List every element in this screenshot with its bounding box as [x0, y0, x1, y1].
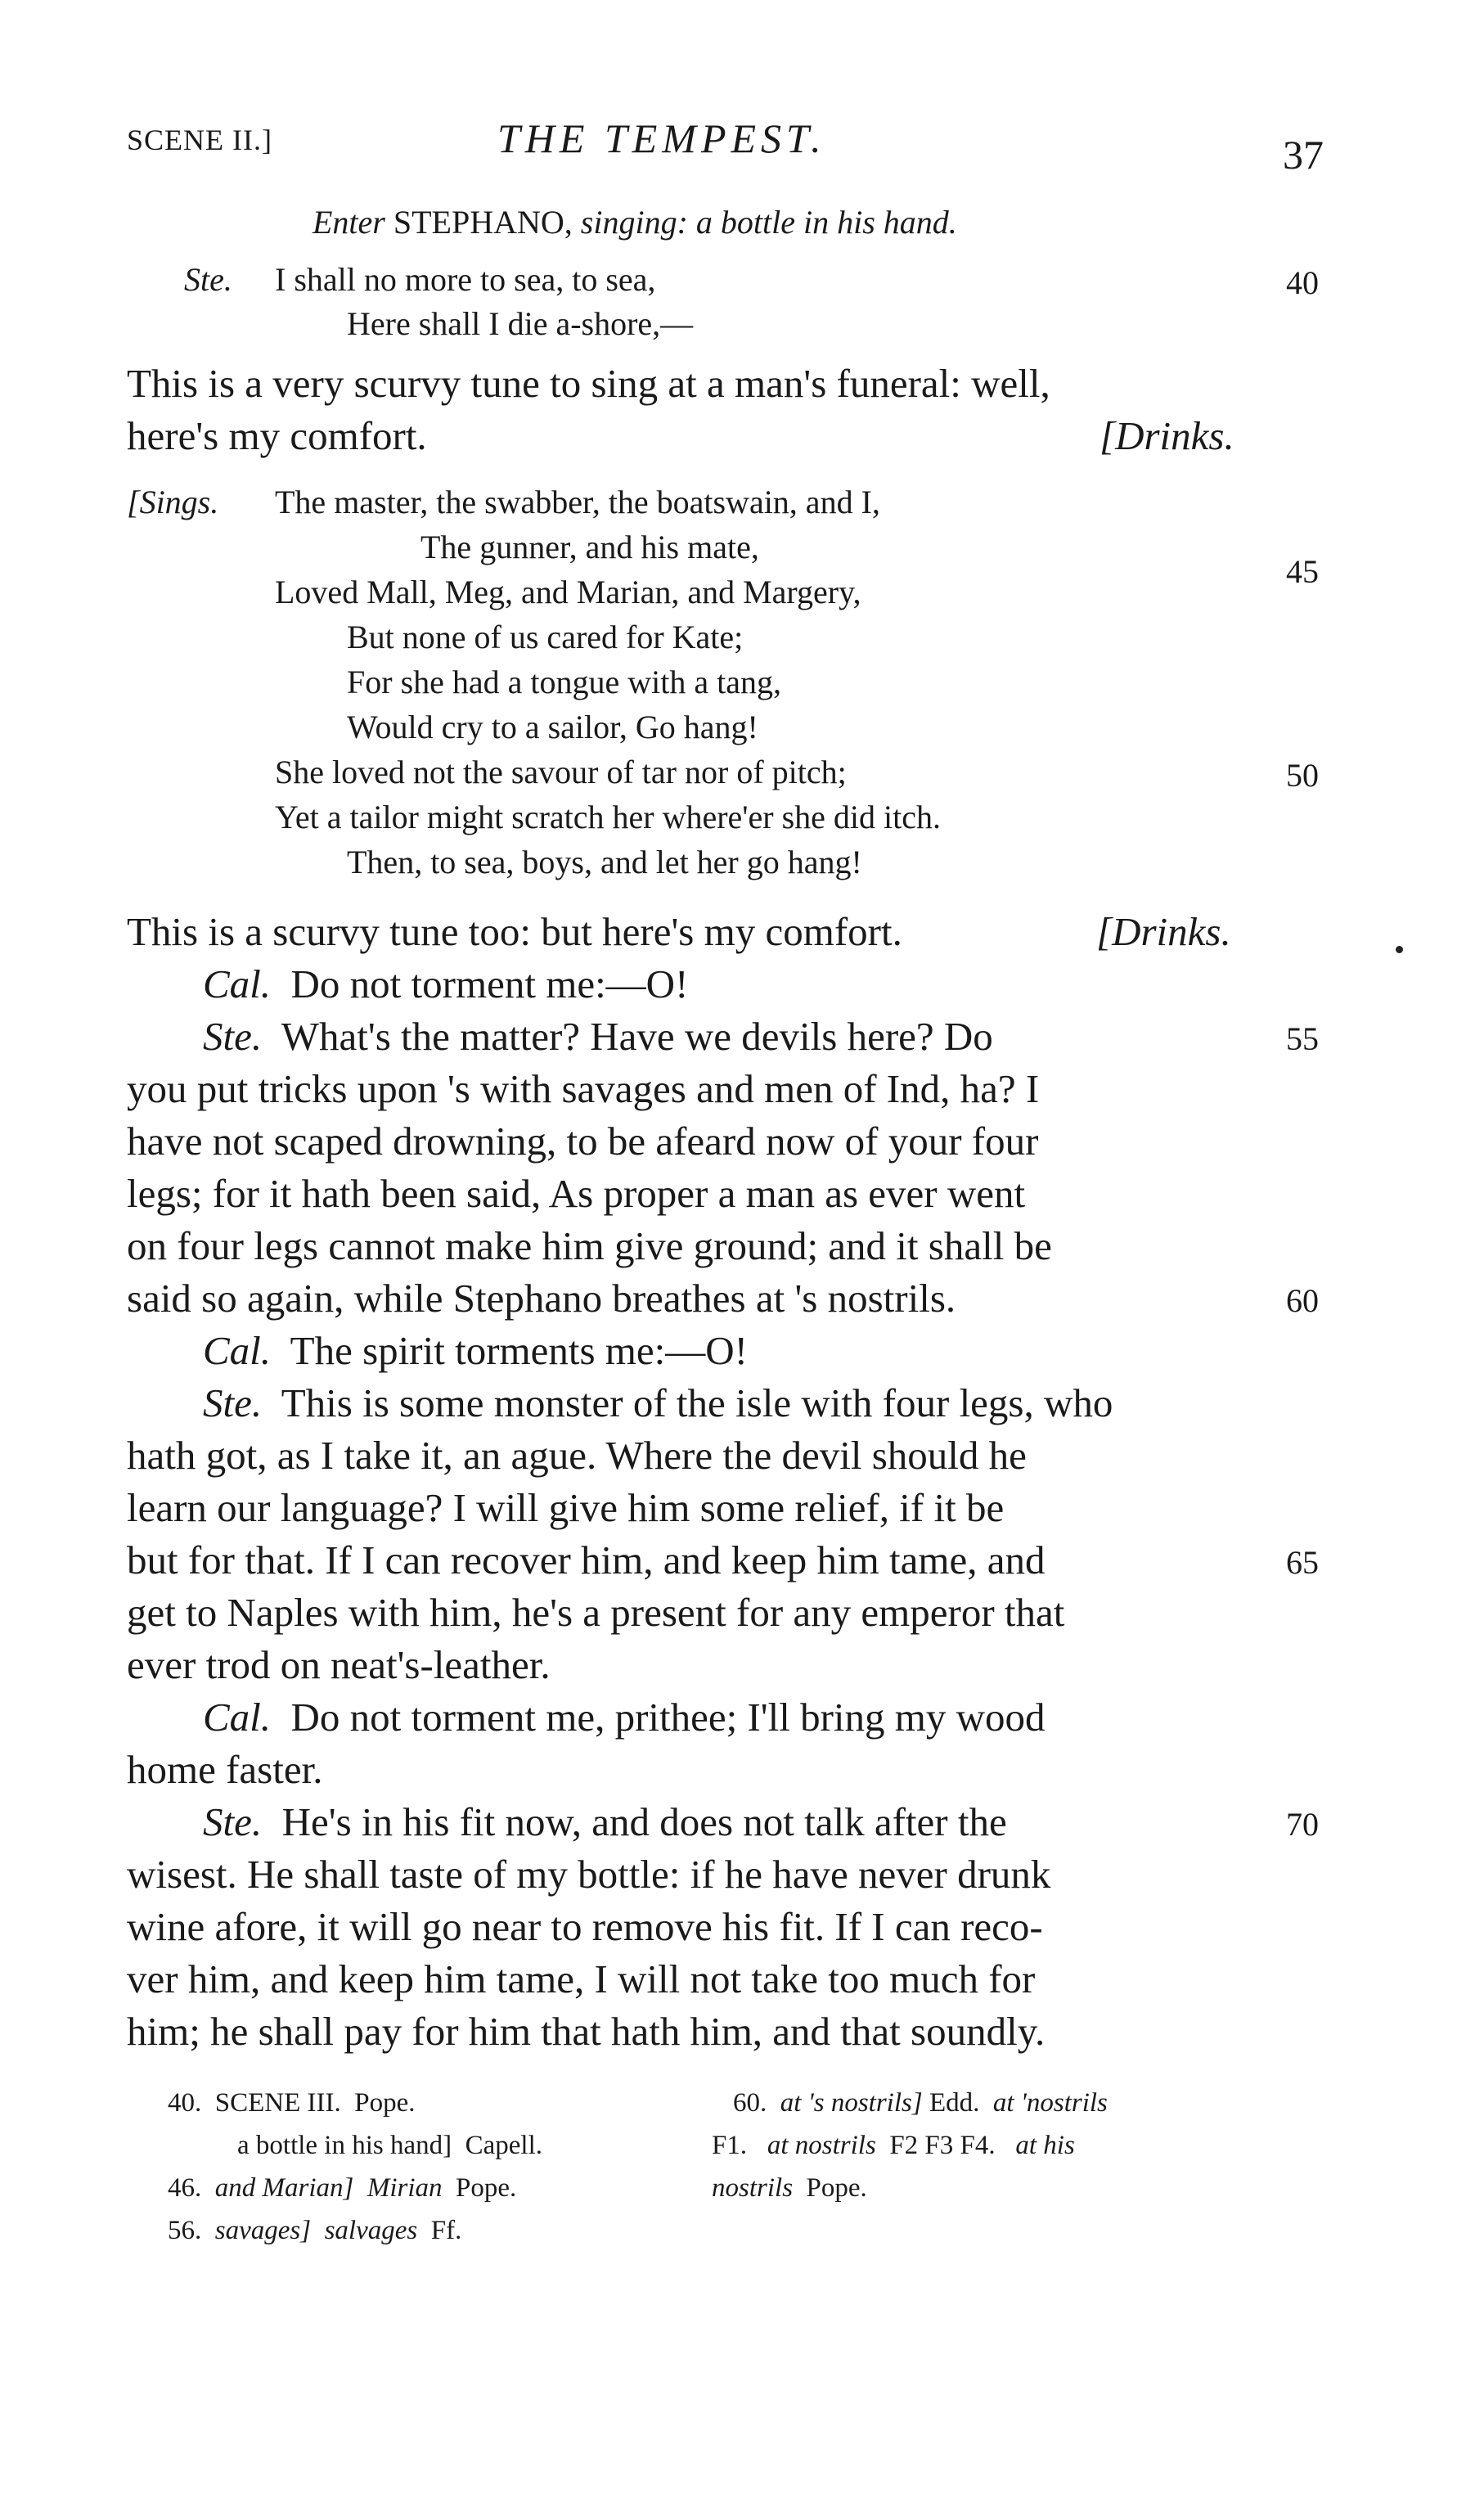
footnote-source: F1. — [712, 2131, 748, 2160]
footnote-reading: at nostrils — [767, 2131, 876, 2160]
song1-line2: Here shall I die a-shore,— — [347, 305, 694, 342]
cal-speech-3-line1: Do not torment me, prithee; I'll bring my wood — [290, 1695, 1046, 1740]
ste-speech-2-line1: This is some monster of the isle with four legs, who — [281, 1380, 1113, 1425]
song2-line9: Then, to sea, boys, and let her go hang! — [347, 844, 862, 880]
footnote-num: 56. — [168, 2216, 202, 2245]
speaker-cal: Cal. — [203, 1695, 272, 1740]
footnote-num: 46. — [168, 2173, 202, 2203]
footnote-60 — [733, 2088, 1108, 2118]
stage-drinks-1: [Drinks. — [1100, 413, 1234, 458]
footnote-lemma: a bottle in his hand] — [237, 2131, 452, 2160]
line-number-55: 55 — [1286, 1020, 1319, 1057]
stage-drinks-2: [Drinks. — [1096, 909, 1231, 954]
line-number-65: 65 — [1286, 1544, 1319, 1581]
cal-speech-3-first — [203, 1694, 1046, 1740]
song2-line1: The master, the swabber, the boatswain, and I, — [275, 484, 880, 520]
line-number-70: 70 — [1286, 1806, 1319, 1843]
ste-speech-3-line3: wine afore, it will go near to remove his fit. If I can reco- — [127, 1904, 1043, 1949]
footnote-source: Ff. — [430, 2216, 462, 2245]
footnote-56 — [168, 2216, 461, 2246]
cal-speech-2-text: The spirit torments me:—O! — [290, 1328, 748, 1373]
entry-action: singing: a bottle in his hand. — [580, 204, 957, 241]
entry-direction — [313, 203, 957, 241]
song2-line8: Yet a tailor might scratch her where'er she did itch. — [275, 799, 942, 835]
speaker-cal: Cal. — [203, 961, 272, 1006]
line-number-60: 60 — [1286, 1282, 1319, 1319]
dialogue-line-1-text: This is a scurvy tune too: but here's my comfort. — [127, 909, 902, 954]
sings-cue: [Sings. — [127, 484, 219, 520]
song2-line7: She loved not the savour of tar nor of pitch; — [275, 754, 847, 790]
ste-speech-1-line1: What's the matter? Have we devils here? Do — [281, 1014, 993, 1059]
ste-speech-3-line1: He's in his fit now, and does not talk after the — [281, 1799, 1007, 1844]
footnote-num: 60. — [733, 2088, 767, 2118]
ste-speech-2-line6: ever trod on neat's-leather. — [127, 1642, 551, 1687]
footnote-reading: salvages — [324, 2216, 418, 2245]
ste-speech-1-line5: on four legs cannot make him give ground; and it shall be — [127, 1223, 1052, 1268]
speaker-cal: Cal. — [203, 1328, 272, 1373]
footnote-40 — [168, 2088, 415, 2118]
ste-speech-3-line4: ver him, and keep him tame, I will not take too much for — [127, 1956, 1036, 2001]
footnote-reading: nostrils — [712, 2173, 794, 2203]
song2-line5: For she had a tongue with a tang, — [347, 664, 781, 700]
footnote-lemma: savages] — [214, 2216, 312, 2245]
ste-speech-1-line2: you put tricks upon 's with savages and men of Ind, ha? I — [127, 1066, 1040, 1111]
song2-line3: Loved Mall, Meg, and Marian, and Margery, — [275, 574, 861, 610]
footnote-46 — [168, 2173, 516, 2204]
ste-speech-2-line4: but for that. If I can recover him, and keep him tame, and — [127, 1537, 1046, 1582]
footnote-reading: at his — [1015, 2131, 1075, 2160]
footnote-source: Pope. — [456, 2173, 517, 2203]
footnote-lemma: SCENE III. — [214, 2088, 341, 2118]
prose1-line1: This is a very scurvy tune to sing at a man's funeral: well, — [127, 361, 1050, 406]
ste-speech-3-line2: wisest. He shall taste of my bottle: if he have never drunk — [127, 1852, 1051, 1897]
ste-speech-1-line6: said so again, while Stephano breathes at 's nostrils. — [127, 1276, 956, 1321]
footnote-lemma: at 's nostrils] — [780, 2088, 923, 2118]
ste-speech-2-line3: learn our language? I will give him some relief, if it be — [127, 1485, 1005, 1530]
cal-speech-1-text: Do not torment me:—O! — [290, 961, 689, 1006]
running-head-scene: SCENE II.] — [127, 124, 272, 156]
ste-speech-2-line5: get to Naples with him, he's a present for any emperor that — [127, 1590, 1065, 1635]
cal-speech-2 — [203, 1327, 748, 1374]
footnote-reading: Mirian — [367, 2173, 443, 2203]
speaker-ste: Ste. — [203, 1380, 263, 1425]
print-speck — [1396, 946, 1403, 953]
ste-speech-2-line2: hath got, as I take it, an ague. Where the devil should he — [127, 1433, 1027, 1478]
song2-line6: Would cry to a sailor, Go hang! — [347, 709, 758, 745]
song1-line1: I shall no more to sea, to sea, — [275, 261, 656, 298]
ste-speech-3-line5: him; he shall pay for him that hath him, and that soundly. — [127, 2009, 1046, 2054]
ste-speech-2-first — [203, 1380, 1113, 1426]
ste-speech-1-line3: have not scaped drowning, to be afeard now of your four — [127, 1119, 1039, 1164]
footnote-60-cont2 — [712, 2173, 867, 2204]
ste-speech-1-first — [203, 1013, 993, 1060]
footnote-num: 40. — [168, 2088, 202, 2118]
dialogue-line-1 — [127, 908, 902, 955]
cal-speech-3-line2: home faster. — [127, 1747, 323, 1792]
line-number-45: 45 — [1286, 553, 1319, 590]
footnote-source: Edd. — [929, 2088, 980, 2118]
running-head-title: THE TEMPEST. — [497, 115, 826, 161]
song2-line4: But none of us cared for Kate; — [347, 619, 744, 655]
footnote-source: Pope. — [354, 2088, 416, 2118]
speaker-ste: Ste. — [203, 1799, 263, 1844]
line-number-50: 50 — [1286, 757, 1319, 794]
cal-speech-1 — [203, 961, 688, 1007]
footnote-source: Pope. — [806, 2173, 867, 2203]
footnote-40-cont — [237, 2131, 542, 2161]
footnote-source: Capell. — [465, 2131, 543, 2160]
entry-enter: Enter — [313, 204, 385, 241]
footnote-60-cont — [712, 2131, 1075, 2161]
line-number-40: 40 — [1286, 264, 1319, 301]
prose1-line2: here's my comfort. — [127, 413, 427, 458]
entry-name: STEPHANO, — [393, 204, 573, 241]
page-number: 37 — [1283, 132, 1324, 178]
ste-speech-3-first — [203, 1798, 1007, 1845]
footnote-source: F2 F3 F4. — [889, 2131, 996, 2160]
song2-line2: The gunner, and his mate, — [420, 529, 759, 565]
speaker-ste: Ste. — [203, 1014, 263, 1059]
speaker-ste: Ste. — [184, 261, 232, 298]
ste-speech-1-line4: legs; for it hath been said, As proper a man as ever went — [127, 1171, 1026, 1216]
footnote-reading: at 'nostrils — [992, 2088, 1108, 2118]
footnote-lemma: and Marian] — [214, 2173, 354, 2203]
